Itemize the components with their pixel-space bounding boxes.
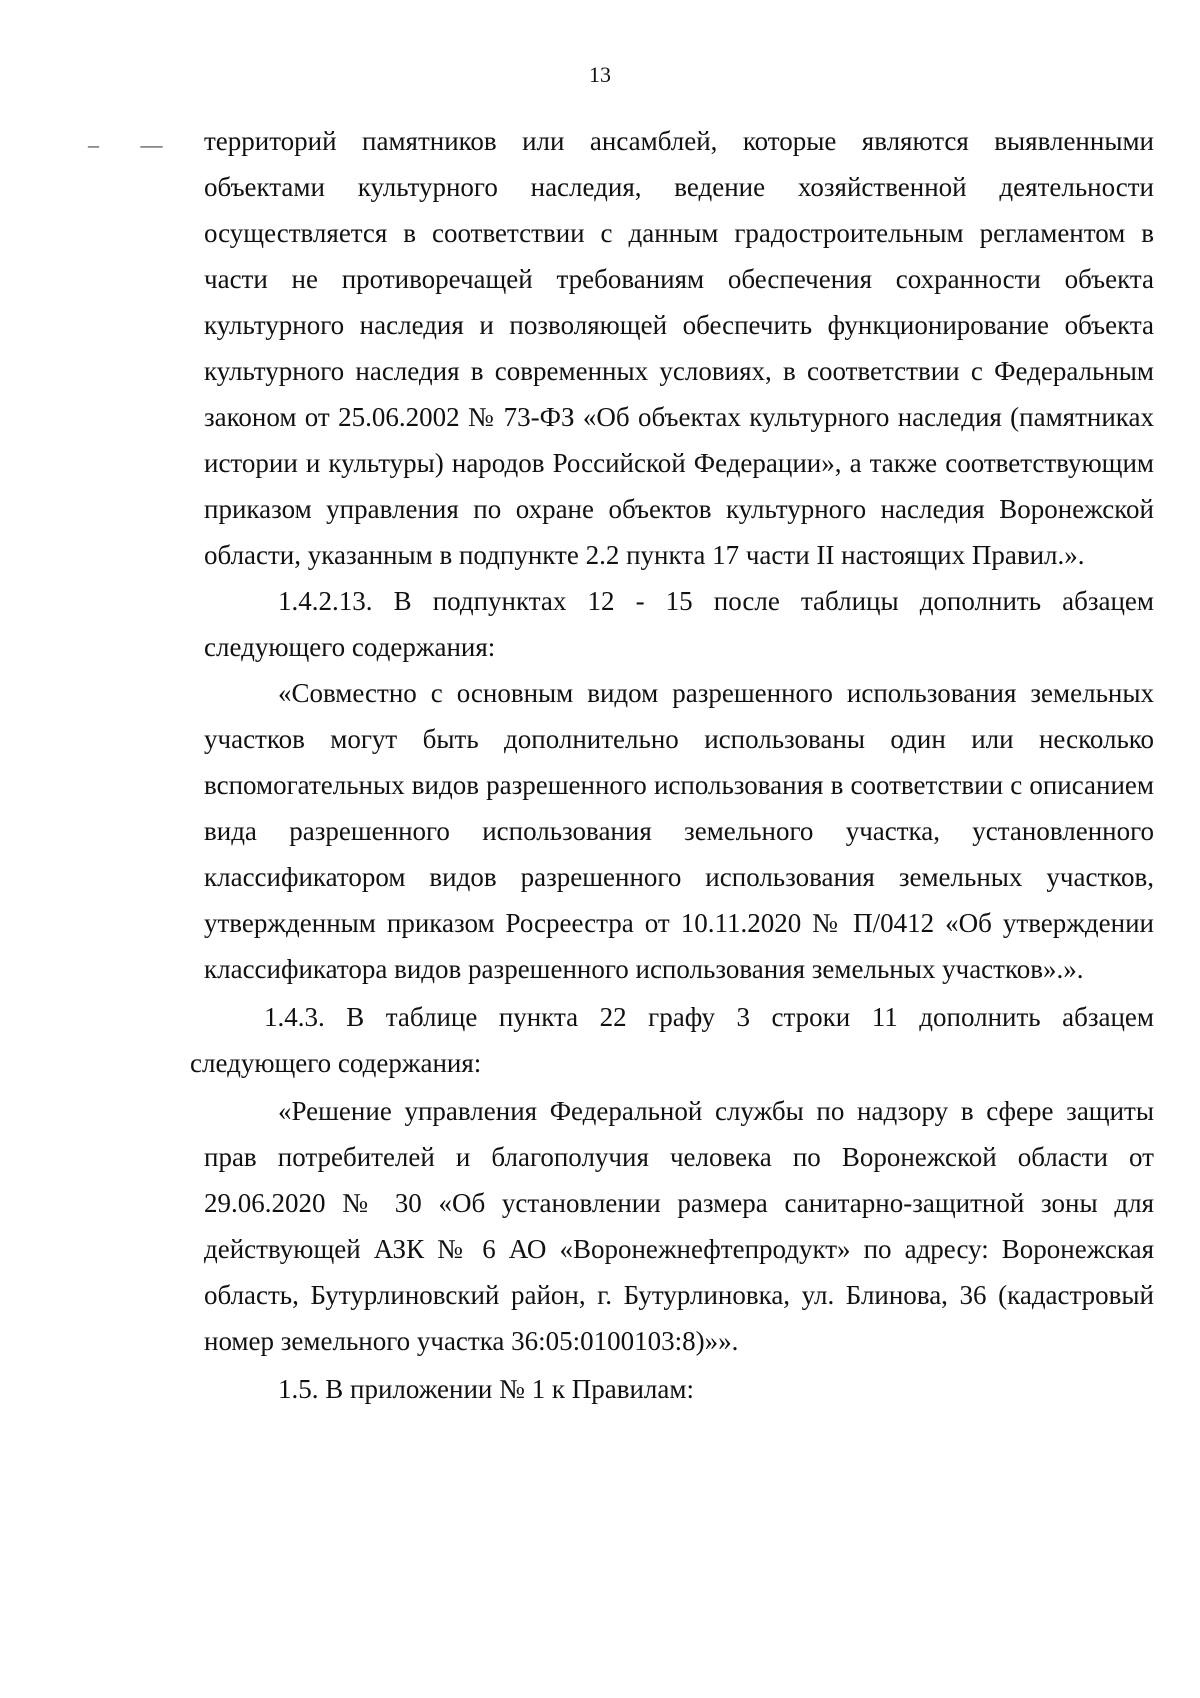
document-body: [190, 118, 1154, 1412]
paragraph-quote-sanitary-zone: «Решение управления Федеральной службы по надзору в сфере защиты прав потребителей и благополучия человека по Воронежской области от 29.06.2020 № 30 «Об установлении размера санитарно-защитной зоны для действующей АЗК № 6 АО «Воронежнефтепродукт» по адресу: Воронежская область, Бутурлиновский район, г. Бутурлиновка, ул. Блинова, 36 (кадастровый номер земельного участка 36:05:0100103:8)»».: [204, 1096, 1154, 1356]
paragraph-quote-auxiliary-use: «Совместно с основным видом разрешенного использования земельных участков могут быть дополнительно использованы один или несколько вспомогательных видов разрешенного использования в соответствии с описанием вида разрешенного использования земельного участка, установленного классификатором видов разрешенного использования земельных участков, утвержденным приказом Росреестра от 10.11.2020 № П/0412 «Об утверждении классификатора видов разрешенного использования земельных участков».».: [204, 678, 1154, 984]
paragraph-cultural-heritage: территорий памятников или ансамблей, которые являются выявленными объектами культурного наследия, ведение хозяйственной деятельности осуществляется в соответствии с данным градостроительным регламентом в части не противоречащей требованиям обеспечения сохранности объекта культурного наследия и позволяющей обеспечить функционирование объекта культурного наследия в современных условиях, в соответствии с Федеральным законом от 25.06.2002 № 73-ФЗ «Об объектах культурного наследия (памятниках истории и культуры) народов Российской Федерации», а также соответствующим приказом управления по охране объектов культурного наследия Воронежской области, указанным в подпункте 2.2 пункта 17 части II настоящих Правил.».: [204, 126, 1154, 570]
margin-marks: – —: [88, 132, 181, 157]
page-number: 13: [589, 62, 611, 87]
paragraph-1-4-2-13: 1.4.2.13. В подпунктах 12 - 15 после таблицы дополнить абзацем следующего содержания:: [204, 586, 1154, 662]
paragraph-1-5: 1.5. В приложении № 1 к Правилам:: [278, 1374, 694, 1404]
paragraph-1-4-3: 1.4.3. В таблице пункта 22 графу 3 строки 11 дополнить абзацем следующего содержания:: [190, 1002, 1154, 1078]
